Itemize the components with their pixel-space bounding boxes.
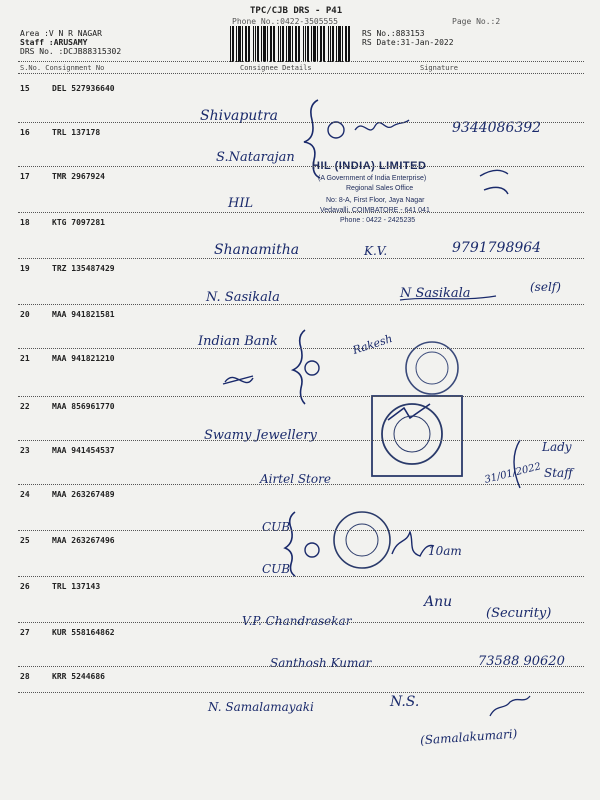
hw-phone-1: 9344086392 bbox=[452, 120, 542, 136]
hw-samalamayaki: N. Samalamayaki bbox=[208, 700, 314, 714]
column-header-details: Consignee Details bbox=[240, 64, 312, 72]
barcode-bar bbox=[280, 26, 281, 62]
barcode-bar bbox=[242, 26, 243, 62]
hw-shivaputra: Shivaputra bbox=[200, 108, 278, 124]
barcode-bar bbox=[336, 26, 337, 62]
rs-number: RS No.:883153 bbox=[362, 29, 425, 38]
barcode-bar bbox=[230, 26, 231, 62]
barcode-bar bbox=[273, 26, 275, 62]
header-divider bbox=[18, 61, 584, 62]
row-serial: 18 bbox=[20, 218, 30, 227]
barcode-bar bbox=[292, 26, 293, 62]
hw-self: (self) bbox=[530, 280, 561, 294]
barcode-bar bbox=[238, 26, 241, 62]
barcode-bar bbox=[245, 26, 247, 62]
row-consignment: TRZ 135487429 bbox=[52, 264, 115, 273]
barcode-bar bbox=[342, 26, 343, 62]
row-divider bbox=[18, 576, 584, 577]
row-consignment: DEL 527936640 bbox=[52, 84, 115, 93]
hw-indian-bank: Indian Bank bbox=[198, 334, 278, 349]
barcode-bar bbox=[313, 26, 316, 62]
barcode-bar bbox=[330, 26, 331, 62]
drs-number: DRS No. :DCJB88315302 bbox=[20, 47, 122, 56]
row-serial: 19 bbox=[20, 264, 30, 273]
barcode-bar bbox=[263, 26, 266, 62]
row-divider bbox=[18, 622, 584, 623]
row-divider bbox=[18, 122, 584, 123]
phone-number: Phone No.:0422-3505555 bbox=[232, 17, 338, 26]
row-divider bbox=[18, 166, 584, 167]
row-consignment: MAA 941821581 bbox=[52, 310, 115, 319]
row-serial: 24 bbox=[20, 490, 30, 499]
row-divider bbox=[18, 484, 584, 485]
column-header-sno: S.No. Consignment No bbox=[20, 64, 105, 72]
row-serial: 28 bbox=[20, 672, 30, 681]
row-consignment: TMR 2967924 bbox=[52, 172, 105, 181]
barcode-bar bbox=[232, 26, 234, 62]
hw-rakesh: Rakesh bbox=[350, 331, 395, 358]
barcode-bar bbox=[248, 26, 250, 62]
stamp-line-5: Vedavalli, COIMBATORE - 641 041 bbox=[320, 207, 430, 214]
row-consignment: KRR 5244686 bbox=[52, 672, 105, 681]
stamp-line-3: Regional Sales Office bbox=[346, 185, 414, 192]
jewellery-seal bbox=[382, 404, 442, 464]
hw-sasikala-signature: N Sasikala bbox=[400, 286, 471, 301]
row-divider bbox=[18, 212, 584, 213]
hw-delivery-date: 31/01/2022 bbox=[483, 461, 543, 486]
hw-security: (Security) bbox=[486, 606, 552, 621]
barcode-bar bbox=[288, 26, 291, 62]
row-consignment: TRL 137143 bbox=[52, 582, 101, 591]
row-consignment: KUR 558164862 bbox=[52, 628, 115, 637]
row-divider bbox=[18, 258, 584, 259]
hw-cub-1: CUB bbox=[262, 520, 291, 534]
rs-date: RS Date:31-Jan-2022 bbox=[362, 38, 454, 47]
row-consignment: TRL 137178 bbox=[52, 128, 101, 137]
row-serial: 20 bbox=[20, 310, 30, 319]
barcode-bar bbox=[348, 26, 350, 62]
lady-staff-brace bbox=[514, 440, 520, 488]
initial-circle-3 bbox=[305, 543, 319, 557]
row-divider bbox=[18, 530, 584, 531]
row-consignment: KTG 7097281 bbox=[52, 218, 105, 227]
barcode-bar bbox=[282, 26, 284, 62]
row-divider bbox=[18, 440, 584, 441]
row-divider bbox=[18, 304, 584, 305]
row-serial: 17 bbox=[20, 172, 30, 181]
barcode-bar bbox=[253, 26, 254, 62]
row-consignment: MAA 941821210 bbox=[52, 354, 115, 363]
indian-bank-seal bbox=[406, 342, 458, 394]
row-serial: 21 bbox=[20, 354, 30, 363]
hw-anu: Anu bbox=[424, 594, 453, 610]
barcode-image bbox=[228, 26, 354, 62]
hw-natarajan: S.Natarajan bbox=[216, 150, 295, 165]
page-number: Page No.:2 bbox=[452, 17, 501, 26]
hw-swamy-jewellery: Swamy Jewellery bbox=[204, 428, 317, 443]
signature-scribble-6 bbox=[490, 696, 530, 716]
hw-phone-2: 9791798964 bbox=[452, 240, 542, 256]
signature-scribble-5 bbox=[388, 404, 430, 420]
barcode-bar bbox=[298, 26, 300, 62]
signature-scribble-3 bbox=[480, 170, 508, 194]
hw-santhosh-kumar: Santhosh Kumar bbox=[270, 656, 372, 670]
barcode-bar bbox=[311, 26, 312, 62]
barcode-bar bbox=[345, 26, 347, 62]
sheet-title: TPC/CJB DRS - P41 bbox=[250, 6, 343, 16]
row-serial: 16 bbox=[20, 128, 30, 137]
stamp-line-6: Phone : 0422 - 2425235 bbox=[340, 217, 416, 224]
row-serial: 23 bbox=[20, 446, 30, 455]
hw-chandrasekar: V.P. Chandrasekar bbox=[242, 614, 352, 628]
row-divider bbox=[18, 692, 584, 693]
signature-scribble-2 bbox=[223, 376, 253, 384]
hw-cub-2: CUB bbox=[262, 562, 291, 576]
hw-lady: Lady bbox=[542, 440, 572, 454]
hw-airtel-store: Airtel Store bbox=[260, 472, 331, 486]
cub-seal bbox=[334, 512, 390, 568]
barcode-bar bbox=[286, 26, 287, 62]
row-consignment: MAA 941454537 bbox=[52, 446, 115, 455]
column-divider bbox=[18, 73, 584, 74]
row-divider bbox=[18, 396, 584, 397]
barcode-bar bbox=[295, 26, 297, 62]
barcode-bar bbox=[332, 26, 334, 62]
barcode-bar bbox=[236, 26, 237, 62]
barcode-bar bbox=[278, 26, 279, 62]
row-consignment: MAA 263267496 bbox=[52, 536, 115, 545]
initial-circle-2 bbox=[305, 361, 319, 375]
hw-phone-3: 73588 90620 bbox=[478, 654, 565, 669]
barcode-bar bbox=[305, 26, 306, 62]
barcode-bar bbox=[317, 26, 318, 62]
barcode-bar bbox=[261, 26, 262, 62]
hw-time: 10am bbox=[428, 544, 462, 558]
area-label: Area :V N R NAGAR bbox=[20, 29, 102, 38]
initial-circle-1 bbox=[328, 122, 344, 138]
row-serial: 25 bbox=[20, 536, 30, 545]
barcode-bar bbox=[323, 26, 325, 62]
stamp-line-1: HIL (INDIA) LIMITED bbox=[312, 160, 427, 172]
stamp-line-4: No: 8-A, First Floor, Jaya Nagar bbox=[326, 197, 425, 204]
row-consignment: MAA 263267489 bbox=[52, 490, 115, 499]
barcode-bar bbox=[267, 26, 268, 62]
row-divider bbox=[18, 348, 584, 349]
hw-hil: HIL bbox=[228, 196, 254, 211]
hw-staff: Staff bbox=[544, 466, 573, 480]
jewellery-stamp-box bbox=[372, 396, 462, 476]
row-serial: 22 bbox=[20, 402, 30, 411]
barcode-bar bbox=[303, 26, 304, 62]
row-serial: 26 bbox=[20, 582, 30, 591]
barcode-bar bbox=[270, 26, 272, 62]
row-consignment: MAA 856961770 bbox=[52, 402, 115, 411]
hw-sasikala: N. Sasikala bbox=[206, 290, 280, 305]
hw-shanamitha: Shanamitha bbox=[214, 242, 300, 258]
barcode-bar bbox=[338, 26, 341, 62]
hw-samala-signature: (Samalakumari) bbox=[419, 726, 518, 748]
hw-kv: K.V. bbox=[364, 244, 388, 258]
hw-ns: N.S. bbox=[390, 694, 420, 710]
barcode-bar bbox=[328, 26, 329, 62]
row-divider bbox=[18, 666, 584, 667]
row-serial: 15 bbox=[20, 84, 30, 93]
barcode-bar bbox=[257, 26, 259, 62]
barcode-bar bbox=[307, 26, 309, 62]
barcode-bar bbox=[255, 26, 256, 62]
bracket-mark-2 bbox=[293, 330, 305, 404]
stamp-line-2: (A Government of India Enterprise) bbox=[318, 175, 427, 182]
column-header-signature: Signature bbox=[420, 64, 458, 72]
barcode-bar bbox=[320, 26, 322, 62]
staff-label: Staff :ARUSAMY bbox=[20, 38, 88, 47]
row-serial: 27 bbox=[20, 628, 30, 637]
